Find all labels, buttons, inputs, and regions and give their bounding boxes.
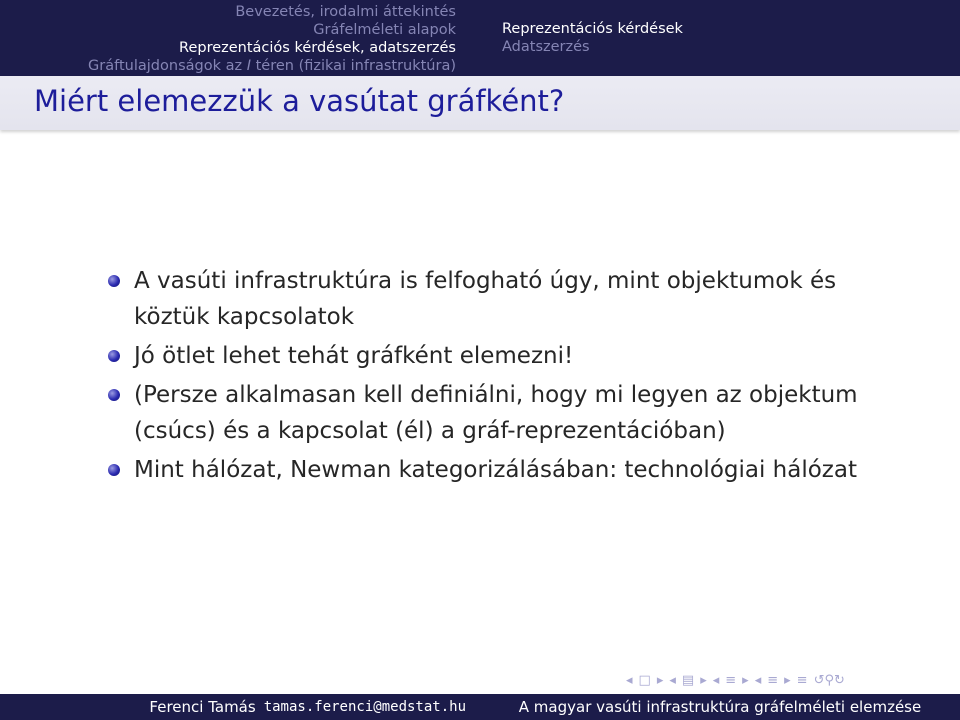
frame-title: Miért elemezzük a vasútat gráfként?: [34, 84, 565, 118]
triangle-right-icon[interactable]: ▸: [742, 672, 749, 688]
nav-section-graph-properties-italic: I: [246, 58, 251, 74]
bullet-text: Jó ötlet lehet tehát gráfként elemezni!: [134, 343, 574, 369]
nav-section-graph-properties-part1: Gráftulajdonságok az: [88, 58, 247, 74]
footline-author-box: [0, 694, 480, 720]
bullet-icon: [108, 275, 120, 287]
bullet-text: A vasúti infrastruktúra is felfogható úgy, mint objektumok és köztük kapcsolatok: [134, 268, 837, 330]
nav-section-intro[interactable]: Bevezetés, irodalmi áttekintés: [235, 4, 456, 20]
author-name: Ferenci Tamás: [149, 698, 256, 716]
bullet-icon: [108, 389, 120, 401]
triangle-left-icon[interactable]: ◂: [754, 672, 762, 688]
triangle-right-icon[interactable]: ▸: [784, 672, 791, 688]
section-navigation-bar: [0, 0, 960, 76]
align-icon[interactable]: ≡: [796, 672, 808, 688]
triangle-right-icon[interactable]: ▸: [700, 672, 707, 688]
slide-content: [104, 263, 894, 491]
triangle-right-icon[interactable]: ▸: [656, 672, 664, 688]
bullet-icon: [108, 464, 120, 476]
frame-title-bar: [0, 76, 960, 130]
footline-title-box: [480, 694, 960, 720]
nav-subsection-representation[interactable]: Reprezentációs kérdések: [502, 21, 683, 37]
subsection-list: [472, 0, 960, 76]
frame-icon[interactable]: □: [638, 672, 651, 688]
triangle-left-icon[interactable]: ◂: [669, 672, 676, 688]
nav-section-graph-properties[interactable]: [88, 57, 456, 75]
nav-section-graph-basics[interactable]: Gráfelméleti alapok: [313, 22, 456, 38]
nav-subsection-data-collection[interactable]: Adatszerzés: [502, 39, 590, 55]
bullet-item: [104, 338, 894, 374]
search-icon[interactable]: ↺⚲↻: [813, 672, 845, 688]
bullet-item: [104, 452, 894, 488]
nav-section-graph-properties-part2: téren (fizikai infrastruktúra): [250, 58, 456, 74]
bullet-text: (Persze alkalmasan kell definiálni, hogy mi legyen az objektum (csúcs) és a kapcsolat (él) a gráf-reprezentációban): [134, 382, 858, 444]
triangle-left-icon[interactable]: ◂: [626, 672, 633, 688]
talk-title: A magyar vasúti infrastruktúra gráfelméleti elemzése: [518, 698, 922, 716]
triangle-left-icon[interactable]: ◂: [712, 672, 720, 688]
subsection-icon[interactable]: ▤: [681, 672, 695, 688]
author-email: tamas.ferenci@medstat.hu: [263, 699, 466, 715]
bullet-item: [104, 263, 894, 335]
section-icon[interactable]: ≡: [725, 672, 737, 688]
bullet-item: [104, 377, 894, 449]
bullet-icon: [108, 350, 120, 362]
nav-section-representation[interactable]: Reprezentációs kérdések, adatszerzés: [179, 40, 456, 56]
section-icon[interactable]: ≡: [767, 672, 779, 688]
beamer-navigation-symbols: [626, 670, 956, 690]
footline: [0, 694, 960, 720]
bullet-text: Mint hálózat, Newman kategorizálásában: technológiai hálózat: [134, 457, 857, 483]
bullet-list: [104, 263, 894, 488]
section-list: [0, 0, 472, 76]
